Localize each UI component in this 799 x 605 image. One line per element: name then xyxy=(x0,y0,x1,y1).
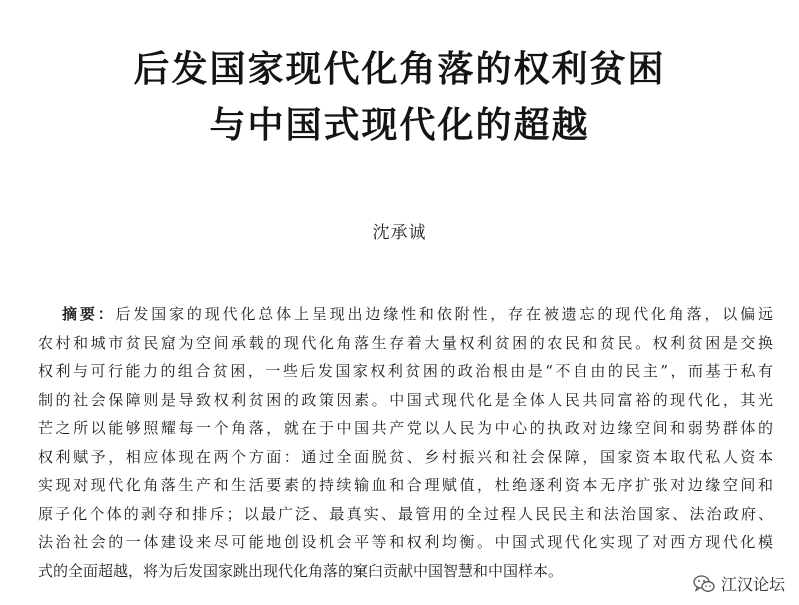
watermark-text: 江汉论坛 xyxy=(720,575,785,594)
wechat-icon xyxy=(693,575,715,593)
abstract-line xyxy=(38,300,773,329)
abstract-line-text: 后发国家的现代化总体上呈现出边缘性和依附性，存在被遗忘的现代化角落，以偏远 xyxy=(115,305,773,323)
abstract-line: 式的全面超越，将为后发国家跳出现代化角落的窠臼贡献中国智慧和中国样本。 xyxy=(38,561,564,580)
abstract-line: 权利赋予，相应体现在两个方面：通过全面脱贫、乡村振兴和社会保障，国家资本取代私人资本 xyxy=(38,447,773,466)
abstract-line: 实现对现代化角落生产和生活要素的持续输血和合理赋值，杜绝逐利资本无序扩张对边缘空间和 xyxy=(38,476,773,494)
paper-title-line-2: 与中国式现代化的超越 xyxy=(209,105,590,146)
author-name: 沈承诚 xyxy=(372,223,427,243)
paper-title-line-1: 后发国家现代化角落的权利贫困 xyxy=(133,49,666,90)
source-watermark xyxy=(693,572,785,595)
abstract-label: 摘要： xyxy=(62,305,116,323)
abstract-line: 农村和城市贫民窟为空间承载的现代化角落生存着大量权利贫困的农民和贫民。权利贫困是交换 xyxy=(38,333,773,352)
abstract-line: 原子化个体的剥夺和排斥；以最广泛、最真实、最管用的全过程人民民主和法治国家、法治政府、 xyxy=(38,504,773,523)
abstract-line: 芒之所以能够照耀每一个角落，就在于中国共产党以人民为中心的执政对边缘空间和弱势群体的 xyxy=(38,419,773,437)
abstract-block xyxy=(38,300,773,585)
abstract-line: 法治社会的一体建设来尽可能地创设机会平等和权利均衡。中国式现代化实现了对西方现代化模 xyxy=(38,533,773,551)
abstract-line: 制的社会保障则是导致权利贫困的政策因素。中国式现代化是全体人民共同富裕的现代化，其光 xyxy=(38,390,773,409)
abstract-line: 权利与可行能力的组合贫困，一些后发国家权利贫困的政治根由是“不自由的民主”，而基于私有 xyxy=(38,362,773,380)
